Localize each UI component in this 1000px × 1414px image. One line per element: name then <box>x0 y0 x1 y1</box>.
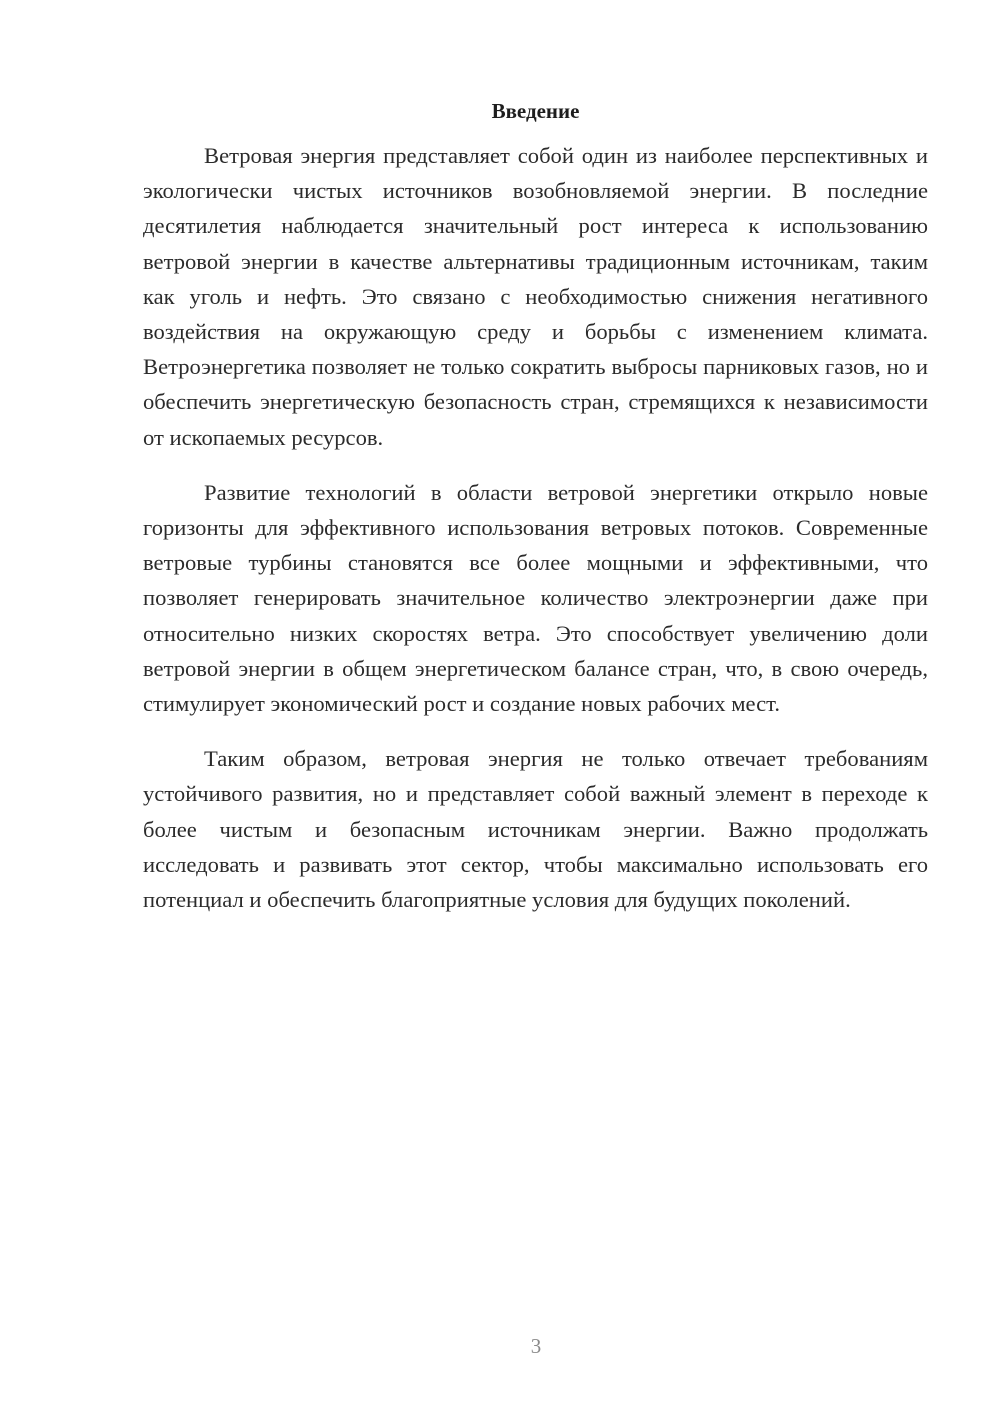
page-number: 3 <box>530 1334 542 1358</box>
paragraph-conclusion: Таким образом, ветровая энергия не только отвечает требованиям устойчивого развития, но и представляет собой важный элемент в переходе к более чистым и безопасным источникам энергии. Важно продолжать исследовать и развивать этот сектор, чтобы максимально использовать его потенциал и обеспечить благоприятные условия для будущих поколений. <box>143 746 928 913</box>
paragraph-intro: Ветровая энергия представляет собой один из наиболее перспективных и экологически чистых источников возобновляемой энергии. В последние десятилетия наблюдается значительный рост интереса к использованию ветровой энергии в качестве альтернативы традиционным источникам, таким как уголь и нефть. Это связано с необходимостью снижения негативного воздействия на окружающую среду и борьбы с изменением климата. Ветроэнергетика позволяет не только сократить выбросы парниковых газов, но и обеспечить энергетическую безопасность стран, стремящихся к независимости от ископаемых ресурсов. <box>143 143 928 450</box>
page-content <box>143 96 928 937</box>
section-heading: Введение <box>491 99 580 123</box>
paragraph-technology: Развитие технологий в области ветровой энергетики открыло новые горизонты для эффективного использования ветровых потоков. Современные ветровые турбины становятся все более мощными и эффективными, что позволяет генерировать значительное количество электроэнергии даже при относительно низких скоростях ветра. Это способствует увеличению доли ветровой энергии в общем энергетическом балансе стран, что, в свою очередь, стимулирует экономический рост и создание новых рабочих мест. <box>143 479 928 717</box>
